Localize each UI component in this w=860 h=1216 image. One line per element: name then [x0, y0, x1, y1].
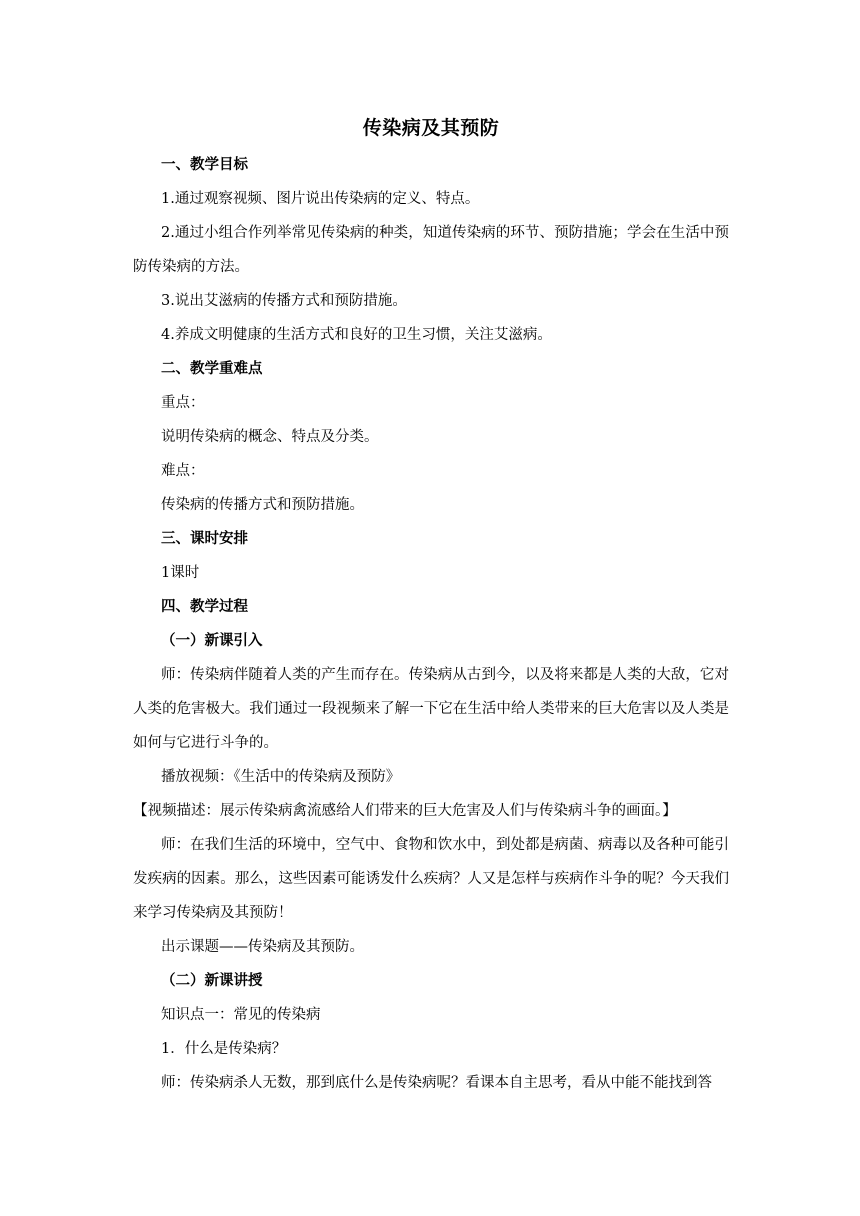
section-heading-process: 四、教学过程: [161, 598, 248, 615]
video-play-line: 播放视频：《生活中的传染病及预防》: [161, 769, 401, 785]
knowledge-point-1: 知识点一：常见的传染病: [161, 1007, 321, 1023]
document-body: [133, 112, 729, 1100]
section-heading-objectives: 一、教学目标: [161, 156, 248, 173]
section-heading-schedule: 三、课时安排: [161, 530, 248, 547]
teacher-environment-paragraph: 师：在我们生活的环境中，空气中、食物和饮水中，到处都是病菌、病毒以及各种可能引发疾病的因素。那么，这些因素可能诱发什么疾病？人又是怎样与疾病作斗争的呢？今天我们来学习传染病及其预防！: [133, 837, 729, 921]
section-heading-key-points: 二、教学重难点: [161, 360, 263, 377]
topic-display-line: 出示课题——传染病及其预防。: [161, 939, 364, 955]
subsection-heading-intro: （一）新课引入: [161, 632, 263, 649]
schedule-text: 1课时: [161, 565, 200, 581]
objective-3: 3.说出艾滋病的传播方式和预防措施。: [161, 293, 407, 309]
subsection-heading-lecture: （二）新课讲授: [161, 972, 263, 989]
teacher-question-paragraph: 师：传染病杀人无数，那到底什么是传染病呢？看课本自主思考，看从中能不能找到答: [161, 1075, 712, 1091]
teacher-intro-paragraph: 师：传染病伴随着人类的产生而存在。传染病从古到今，以及将来都是人类的大敌，它对人类的危害极大。我们通过一段视频来了解一下它在生活中给人类带来的巨大危害以及人类是如何与它进行斗争的。: [133, 667, 729, 751]
objective-4: 4.养成文明健康的生活方式和良好的卫生习惯，关注艾滋病。: [161, 327, 552, 343]
question-what-is: 1．什么是传染病？: [161, 1041, 287, 1057]
difficulty-text: 传染病的传播方式和预防措施。: [161, 497, 364, 513]
key-point-text: 说明传染病的概念、特点及分类。: [161, 429, 379, 445]
difficulty-label: 难点：: [161, 463, 205, 479]
key-point-label: 重点：: [161, 395, 205, 411]
objective-2: 2.通过小组合作列举常见传染病的种类，知道传染病的环节、预防措施；学会在生活中预防传染病的方法。: [133, 225, 729, 275]
objective-1: 1.通过观察视频、图片说出传染病的定义、特点。: [161, 191, 480, 207]
video-description: 【视频描述：展示传染病禽流感给人们带来的巨大危害及人们与传染病斗争的画面。】: [133, 803, 677, 819]
document-title: 传染病及其预防: [362, 117, 500, 139]
